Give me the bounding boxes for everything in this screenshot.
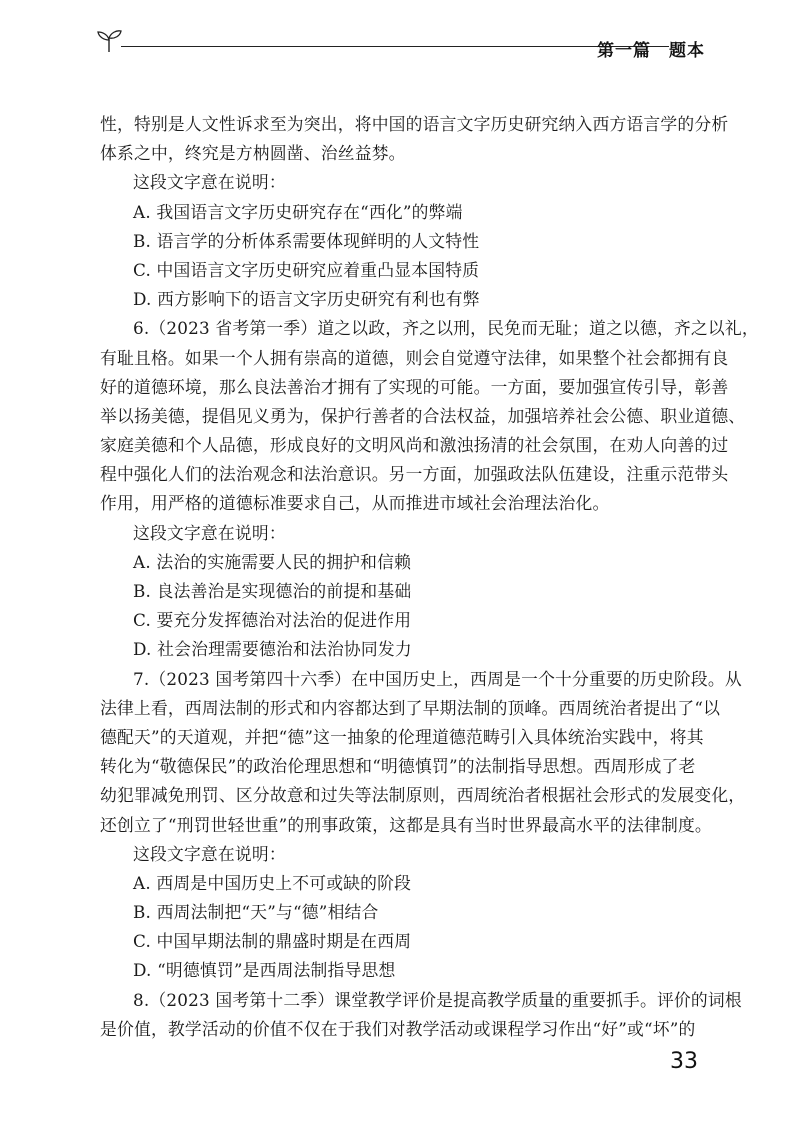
text-line: 7.（2023 国考第四十六季）在中国历史上，西周是一个十分重要的历史阶段。从 [133,668,742,689]
page-number: 33 [670,1049,698,1074]
text-line: 6.（2023 省考第一季）道之以政，齐之以刑，民免而无耻；道之以德，齐之以礼， [133,318,759,339]
text-line: 转化为“敬德保民”的政治伦理思想和“明德慎罚”的法制指导思想。西周形成了老 [100,756,696,777]
section-title: 第一篇 题本 [597,41,705,61]
text-line: 是价值，教学活动的价值不仅在于我们对教学活动或课程学习作出“好”或“坏”的 [100,1018,696,1039]
text-line: 还创立了“刑罚世轻世重”的刑事政策，这都是具有当时世界最高水平的法律制度。 [100,814,712,835]
page-header [95,28,705,68]
text-line: 8.（2023 国考第十二季）课堂教学评价是提高教学质量的重要抓手。评价的词根 [133,989,742,1010]
text-line: 这段文字意在说明： [133,172,286,193]
text-line: 德配天”的天道观，并把“德”这一抽象的伦理道德范畴引入具体统治实践中，将其 [100,726,704,747]
text-line: 这段文字意在说明： [133,843,286,864]
text-line: B. 良法善治是实现德治的前提和基础 [133,581,412,601]
text-line: 幼犯罪减免刑罚、区分故意和过失等法制原则，西周统治者根据社会形式的发展变化， [100,785,746,806]
text-line: C. 中国早期法制的鼎盛时期是在西周 [133,931,412,952]
text-line: B. 语言学的分析体系需要体现鲜明的人文特性 [133,230,480,251]
text-line: D. “明德慎罚”是西周法制指导思想 [133,960,396,981]
text-line: A. 我国语言文字历史研究存在“西化”的弊端 [133,201,463,222]
page-body [100,110,759,1044]
text-line: 体系之中，终究是方枘圆凿、治丝益棼。 [100,143,406,164]
text-line: 这段文字意在说明： [133,522,286,543]
sprout-icon [95,28,123,54]
text-line: C. 要充分发挥德治对法治的促进作用 [133,610,412,631]
text-line: 作用，用严格的道德标准要求自己，从而推进市域社会治理法治化。 [100,493,610,514]
header-divider [121,46,669,47]
text-line: C. 中国语言文字历史研究应着重凸显本国特质 [133,259,480,280]
text-line: 法律上看，西周法制的形式和内容都达到了早期法制的顶峰。西周统治者提出了“以 [100,697,721,718]
text-line: 家庭美德和个人品德，形成良好的文明风尚和激浊扬清的社会氛围，在劝人向善的过 [100,435,729,456]
text-line: A. 法治的实施需要人民的拥护和信赖 [133,551,412,572]
text-line: B. 西周法制把“天”与“德”相结合 [133,902,379,923]
text-line: A. 西周是中国历史上不可或缺的阶段 [133,872,412,893]
text-line: 举以扬美德，提倡见义勇为，保护行善者的合法权益，加强培养社会公德、职业道德、 [100,405,746,426]
text-line: D. 西方影响下的语言文字历史研究有利也有弊 [133,289,480,310]
text-line: 有耻且格。如果一个人拥有崇高的道德，则会自觉遵守法律，如果整个社会都拥有良 [100,347,729,368]
text-line: 好的道德环境，那么良法善治才拥有了实现的可能。一方面，要加强宣传引导，彰善 [100,376,729,397]
text-line: 性，特别是人文性诉求至为突出，将中国的语言文字历史研究纳入西方语言学的分析 [100,114,729,134]
text-line: 程中强化人们的法治观念和法治意识。另一方面，加强政法队伍建设，注重示范带头 [100,464,729,485]
text-line: D. 社会治理需要德治和法治协同发力 [133,639,412,660]
